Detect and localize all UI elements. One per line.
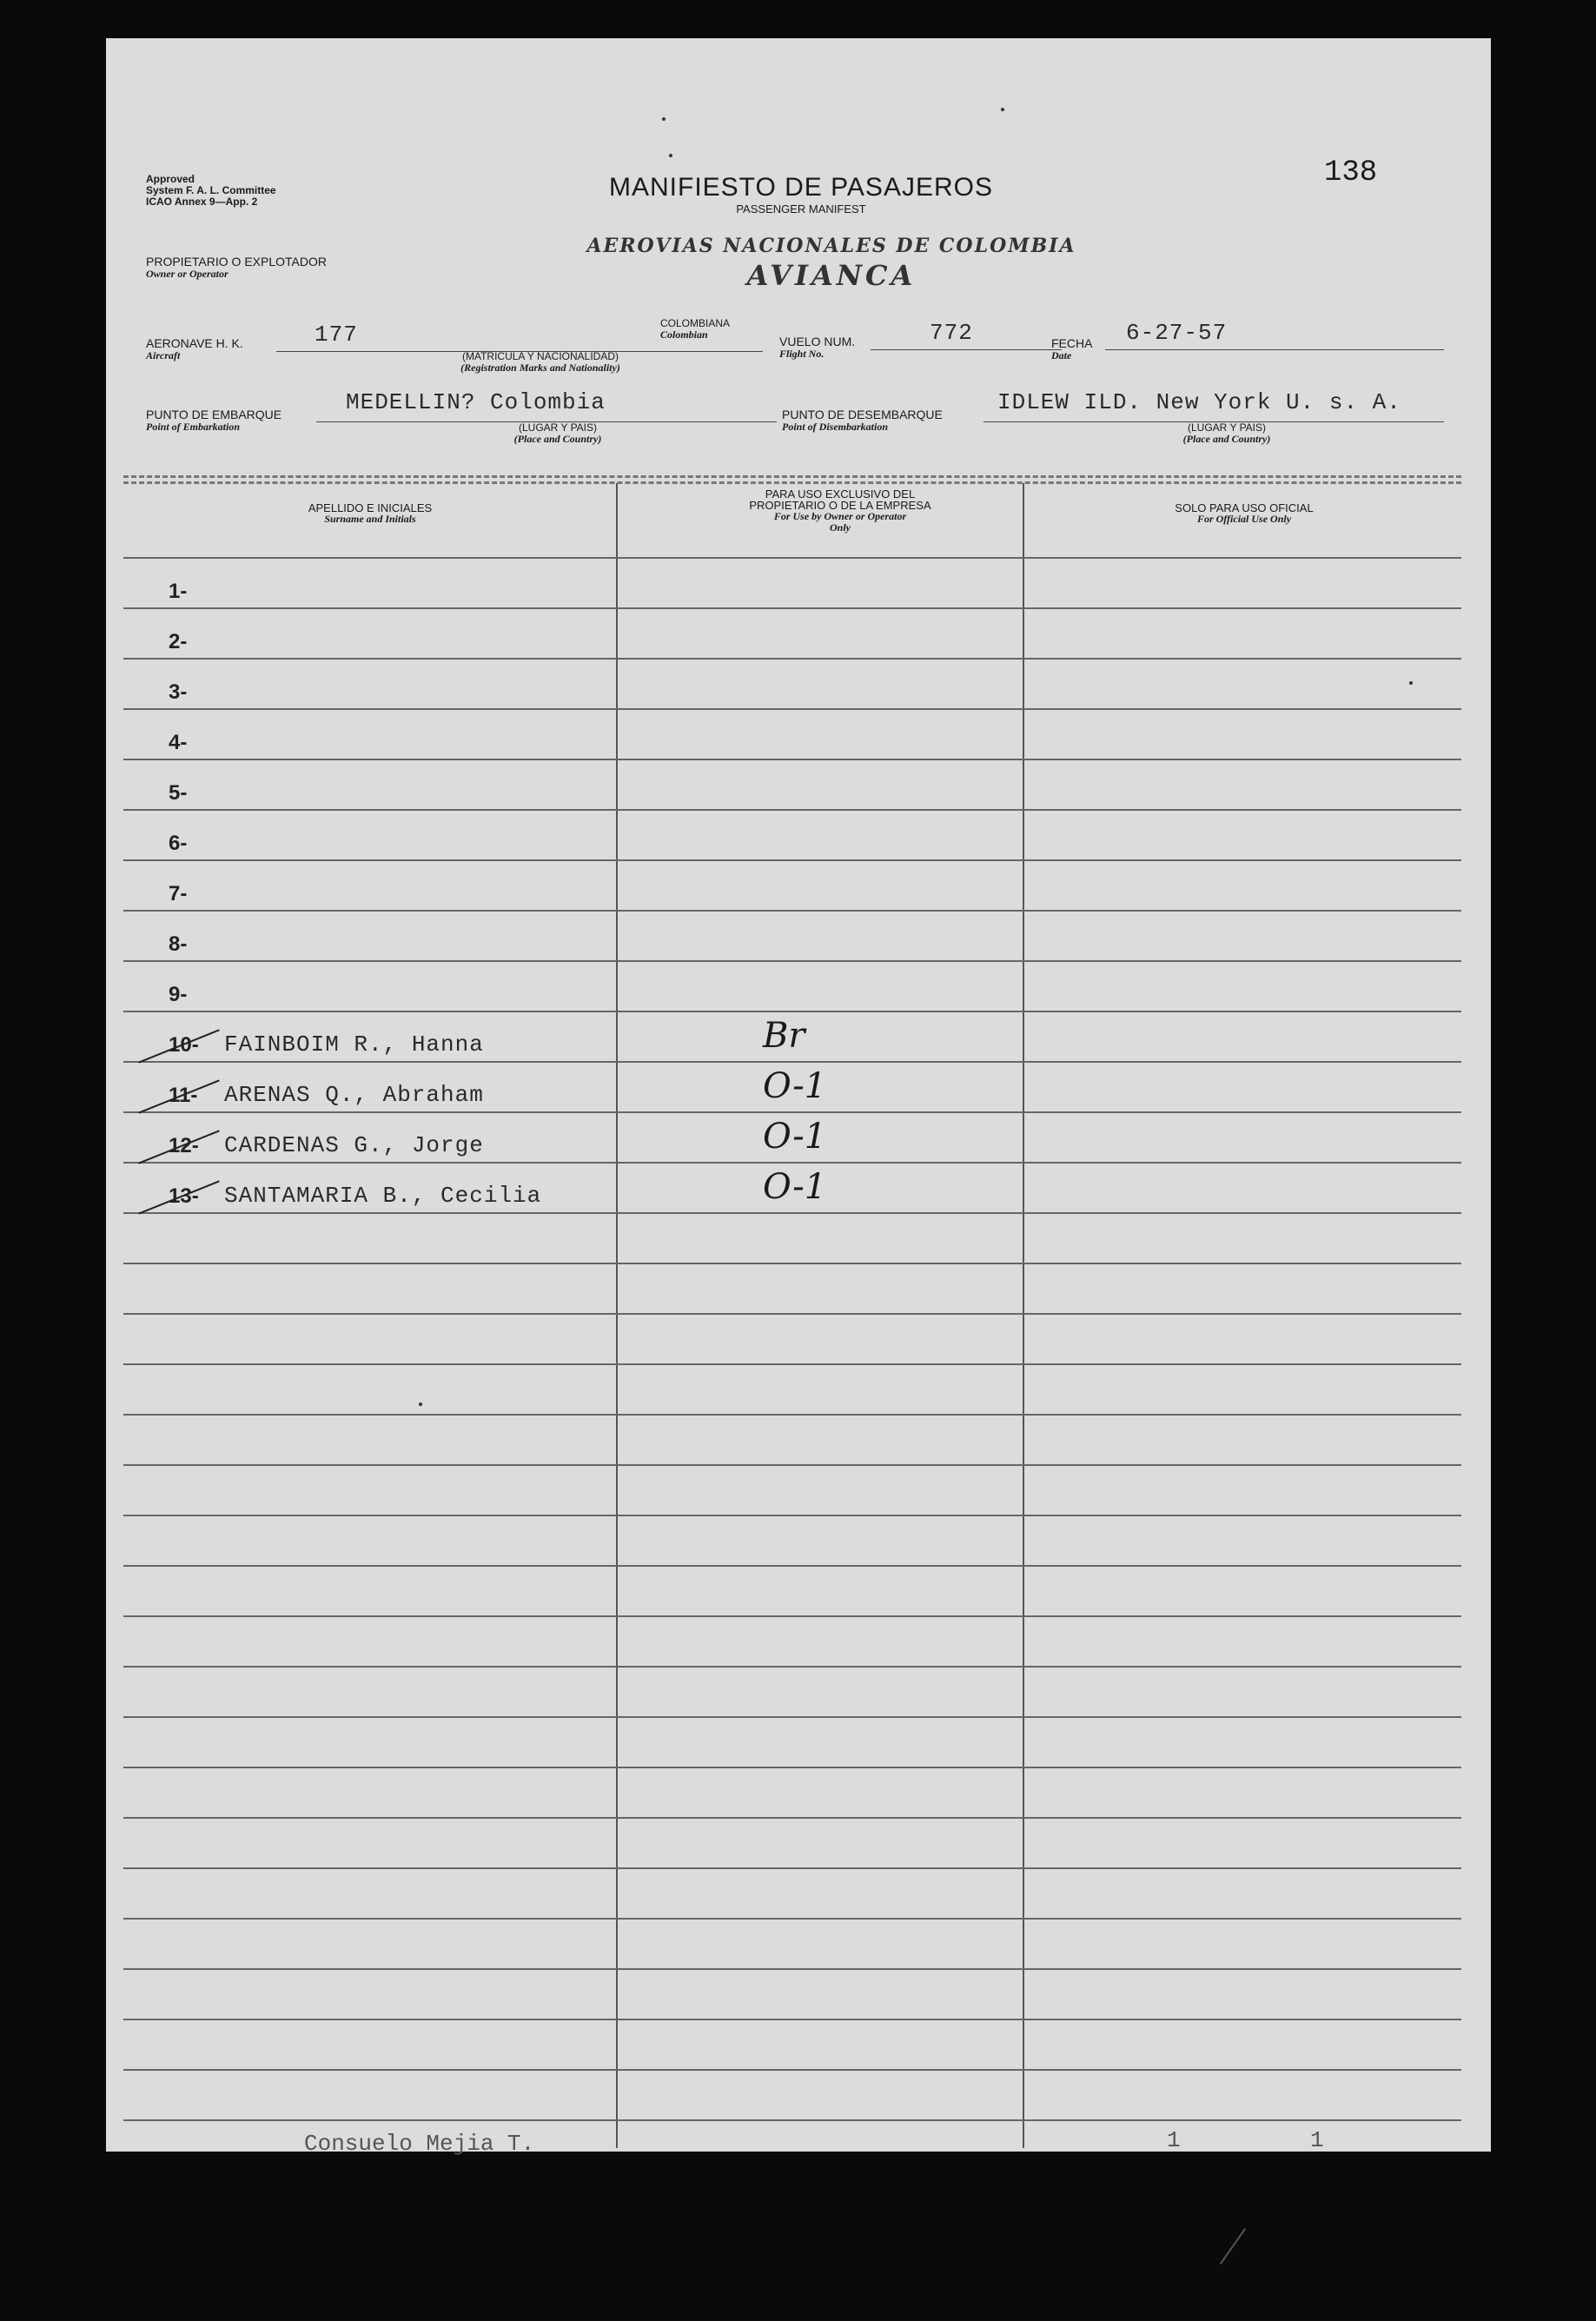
embarkation-label bbox=[146, 408, 281, 433]
date-label-en: Date bbox=[1051, 349, 1072, 361]
table-row-line bbox=[123, 1867, 1461, 1869]
nationality-label bbox=[660, 318, 730, 341]
specks bbox=[1409, 681, 1413, 685]
disembarkation-caption-es: (LUGAR Y PAIS) bbox=[1187, 421, 1267, 434]
footer-count-1: 1 bbox=[1167, 2127, 1181, 2153]
nationality-en: Colombian bbox=[660, 328, 708, 341]
table-row-line bbox=[123, 1414, 1461, 1416]
table-row-line bbox=[123, 1162, 1461, 1164]
table-row-line bbox=[123, 658, 1461, 660]
row-number: 11- bbox=[169, 1084, 198, 1107]
table-row-line bbox=[123, 1061, 1461, 1063]
row-number: 5- bbox=[169, 781, 188, 805]
row-number: 9- bbox=[169, 983, 188, 1006]
header-separator-top bbox=[123, 475, 1461, 478]
manifest-sheet bbox=[106, 38, 1491, 2152]
aircraft-label-es: AERONAVE H. K. bbox=[146, 336, 243, 350]
row-number: 7- bbox=[169, 882, 188, 905]
owner-mark: Br bbox=[763, 1016, 805, 1056]
nationality-es: COLOMBIANA bbox=[660, 317, 731, 329]
aircraft-label-en: Aircraft bbox=[146, 349, 181, 361]
disembarkation-label-es: PUNTO DE DESEMBARQUE bbox=[782, 408, 943, 421]
table-row-line bbox=[123, 1817, 1461, 1819]
owner-mark: O-1 bbox=[763, 1066, 827, 1106]
page-title: MANIFIESTO DE PASAJEROS bbox=[609, 173, 993, 202]
table-row-line bbox=[123, 910, 1461, 912]
table-row-line bbox=[123, 607, 1461, 609]
operator-signature: Consuelo Mejia T. bbox=[304, 2131, 535, 2157]
row-number: 12- bbox=[169, 1134, 199, 1157]
date-field-line bbox=[1105, 349, 1444, 350]
flight-label bbox=[779, 335, 855, 360]
embarkation-caption bbox=[445, 422, 671, 445]
table-row-line bbox=[123, 708, 1461, 710]
table-row-line bbox=[123, 1263, 1461, 1264]
column-divider-2 bbox=[1023, 483, 1024, 2148]
approval-line-3: ICAO Annex 9—App. 2 bbox=[146, 196, 258, 208]
column-header-name-subtitle: Surname and Initials bbox=[324, 513, 416, 525]
row-number: 10- bbox=[169, 1033, 199, 1057]
flight-label-es: VUELO NUM. bbox=[779, 335, 856, 348]
column-header-official bbox=[1027, 502, 1461, 525]
passenger-name: CARDENAS G., Jorge bbox=[224, 1132, 484, 1158]
owner-mark: O-1 bbox=[763, 1167, 827, 1207]
table-row-line bbox=[123, 1716, 1461, 1718]
page-number: 138 bbox=[1324, 156, 1378, 189]
table-row-line bbox=[123, 1212, 1461, 1214]
table-row-line bbox=[123, 1011, 1461, 1012]
edge-mark bbox=[1220, 2228, 1246, 2265]
disembarkation-caption-en: (Place and Country) bbox=[1182, 433, 1271, 445]
aircraft-caption bbox=[384, 351, 697, 374]
table-row-line bbox=[123, 2019, 1461, 2020]
aircraft-caption-es: (MATRICULA Y NACIONALIDAD) bbox=[461, 350, 619, 362]
flight-field-line bbox=[871, 349, 1062, 350]
column-header-name bbox=[125, 502, 615, 525]
date-value: 6-27-57 bbox=[1126, 320, 1228, 346]
header-separator-bottom bbox=[123, 481, 1461, 484]
table-row-line bbox=[123, 1313, 1461, 1315]
column-header-owner bbox=[640, 488, 1040, 534]
header-bottom-rule bbox=[123, 557, 1461, 559]
row-number: 1- bbox=[169, 580, 188, 603]
date-label-es: FECHA bbox=[1051, 336, 1093, 350]
specks bbox=[1001, 108, 1004, 111]
table-row-line bbox=[123, 1111, 1461, 1113]
flight-value: 772 bbox=[930, 320, 973, 346]
table-row-line bbox=[123, 2119, 1461, 2121]
disembarkation-value: IDLEW ILD. New York U. s. A. bbox=[997, 389, 1401, 415]
owner-label-en: Owner or Operator bbox=[146, 268, 228, 280]
specks bbox=[419, 1403, 422, 1406]
embarkation-caption-es: (LUGAR Y PAIS) bbox=[518, 421, 598, 434]
embarkation-caption-en: (Place and Country) bbox=[513, 433, 602, 445]
row-number: 13- bbox=[169, 1184, 199, 1208]
embarkation-label-en: Point of Embarkation bbox=[146, 421, 241, 433]
row-number: 3- bbox=[169, 680, 188, 704]
table-row-line bbox=[123, 759, 1461, 760]
table-row-line bbox=[123, 1767, 1461, 1768]
date-label bbox=[1051, 337, 1092, 361]
column-header-official-title: SOLO PARA USO OFICIAL bbox=[1175, 501, 1314, 514]
approval-note bbox=[146, 174, 276, 208]
approval-line-1: Approved bbox=[146, 173, 195, 185]
column-header-official-subtitle: For Official Use Only bbox=[1196, 513, 1292, 525]
row-number: 2- bbox=[169, 630, 188, 653]
disembarkation-label-en: Point of Disembarkation bbox=[782, 421, 889, 433]
table-row-line bbox=[123, 809, 1461, 811]
row-number: 6- bbox=[169, 832, 188, 855]
table-row-line bbox=[123, 1918, 1461, 1920]
table-row-line bbox=[123, 1464, 1461, 1466]
aircraft-label bbox=[146, 337, 243, 361]
owner-label bbox=[146, 255, 327, 280]
owner-label-es: PROPIETARIO O EXPLOTADOR bbox=[146, 255, 327, 269]
specks bbox=[662, 117, 666, 121]
table-row-line bbox=[123, 1615, 1461, 1617]
table-row-line bbox=[123, 1515, 1461, 1516]
owner-stamp-line-2: AVIANCA bbox=[746, 259, 917, 292]
passenger-name: FAINBOIM R., Hanna bbox=[224, 1031, 484, 1058]
title-block bbox=[575, 173, 1027, 216]
passenger-name: ARENAS Q., Abraham bbox=[224, 1082, 484, 1108]
table-row-line bbox=[123, 1968, 1461, 1970]
disembarkation-caption bbox=[1114, 422, 1340, 445]
owner-stamp bbox=[501, 235, 1162, 292]
column-header-owner-title: PARA USO EXCLUSIVO DEL PROPIETARIO O DE LA EMPRESA bbox=[749, 487, 931, 512]
embarkation-label-es: PUNTO DE EMBARQUE bbox=[146, 408, 282, 421]
table-row-line bbox=[123, 1363, 1461, 1365]
disembarkation-label bbox=[782, 408, 943, 433]
table-row-line bbox=[123, 1565, 1461, 1567]
aircraft-caption-en: (Registration Marks and Nationality) bbox=[460, 361, 620, 374]
table-row-line bbox=[123, 859, 1461, 861]
table-row-line bbox=[123, 2069, 1461, 2071]
owner-stamp-line-1: AEROVIAS NACIONALES DE COLOMBIA bbox=[586, 235, 1076, 257]
table-row-line bbox=[123, 1666, 1461, 1668]
row-number: 8- bbox=[169, 932, 188, 956]
passenger-name: SANTAMARIA B., Cecilia bbox=[224, 1183, 542, 1209]
page-subtitle: PASSENGER MANIFEST bbox=[736, 202, 866, 216]
flight-label-en: Flight No. bbox=[779, 348, 824, 360]
aircraft-value: 177 bbox=[315, 322, 358, 348]
column-header-name-title: APELLIDO E INICIALES bbox=[308, 501, 433, 514]
embarkation-value: MEDELLIN? Colombia bbox=[346, 389, 606, 415]
column-divider-1 bbox=[616, 483, 618, 2148]
owner-mark: O-1 bbox=[763, 1117, 827, 1157]
column-header-owner-subtitle: For Use by Owner or Operator Only bbox=[773, 510, 907, 534]
table-row-line bbox=[123, 960, 1461, 962]
row-number: 4- bbox=[169, 731, 188, 754]
specks bbox=[669, 154, 672, 157]
approval-line-2: System F. A. L. Committee bbox=[146, 184, 276, 196]
footer-count-2: 1 bbox=[1310, 2127, 1324, 2153]
